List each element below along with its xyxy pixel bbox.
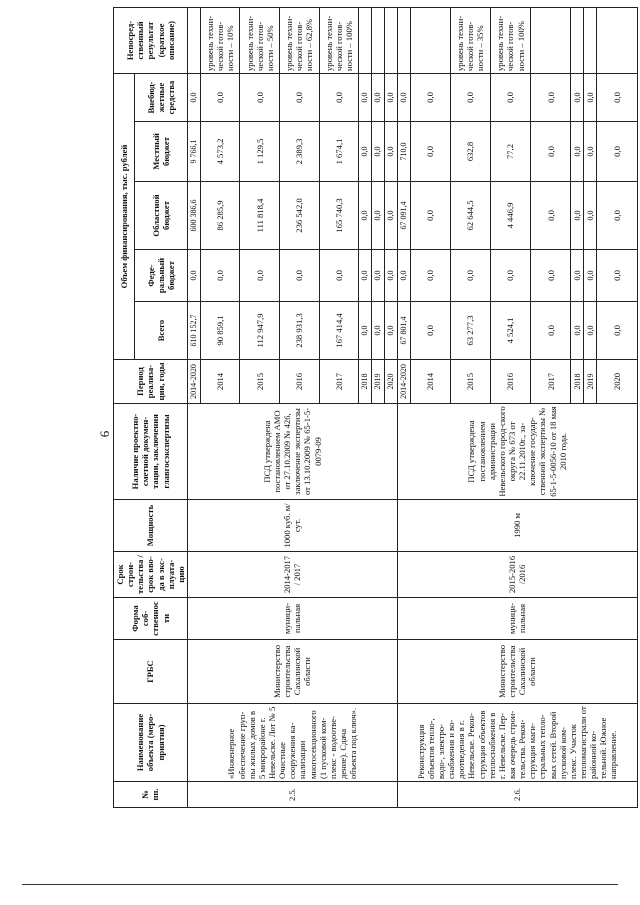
result-cell <box>384 8 397 74</box>
regional-cell: 0,0 <box>384 182 397 250</box>
federal-cell: 0,0 <box>372 250 385 302</box>
period-cell: 2016 <box>490 360 530 404</box>
total-cell: 63 277,3 <box>450 302 490 360</box>
regional-cell: 62 644,5 <box>450 182 490 250</box>
period-cell: 2017 <box>319 360 359 404</box>
result-cell <box>410 8 450 74</box>
regional-cell: 111 818,4 <box>240 182 280 250</box>
extra-cell: 0,0 <box>240 74 280 122</box>
extra-cell: 0,0 <box>584 74 597 122</box>
result-cell <box>584 8 597 74</box>
regional-cell: 0,0 <box>372 182 385 250</box>
bottom-rule <box>22 884 618 885</box>
total-cell: 238 931,3 <box>280 302 320 360</box>
period-cell: 2018 <box>571 360 584 404</box>
table-body <box>187 8 637 808</box>
local-cell: 710,0 <box>397 122 410 182</box>
extra-cell: 0,0 <box>280 74 320 122</box>
period-cell: 2014 <box>410 360 450 404</box>
regional-cell: 0,0 <box>571 182 584 250</box>
federal-cell: 0,0 <box>200 250 240 302</box>
result-cell: уровень техни-ческой готов-ности – 50% <box>240 8 280 74</box>
extra-cell: 0,0 <box>384 74 397 122</box>
header-name: Наименование объекта (меро-приятия) <box>114 704 188 782</box>
header-result: Непосред-ственный результат (краткое описание) <box>114 8 188 74</box>
local-cell: 0,0 <box>384 122 397 182</box>
extra-cell: 0,0 <box>372 74 385 122</box>
local-cell: 0,0 <box>372 122 385 182</box>
project-term: 2015-2016 /2016 <box>397 552 637 598</box>
regional-cell: 67 091,4 <box>397 182 410 250</box>
federal-cell: 0,0 <box>384 250 397 302</box>
result-cell: уровень техни-ческой готов-ности – 62,8% <box>280 8 320 74</box>
federal-cell: 0,0 <box>187 250 200 302</box>
project-ownership: муници-пальная <box>187 598 397 640</box>
local-cell: 0,0 <box>410 122 450 182</box>
total-cell: 167 414,4 <box>319 302 359 360</box>
regional-cell: 4 446,9 <box>490 182 530 250</box>
total-cell: 0,0 <box>359 302 372 360</box>
regional-cell: 236 542,0 <box>280 182 320 250</box>
total-cell: 112 947,9 <box>240 302 280 360</box>
header-extra: Внебюд-жетные средства <box>135 74 188 122</box>
total-cell: 0,0 <box>571 302 584 360</box>
total-cell: 0,0 <box>372 302 385 360</box>
period-cell: 2018 <box>359 360 372 404</box>
local-cell: 9 766,1 <box>187 122 200 182</box>
header-docs: Наличие проектно-сметной докумен-тации, заключения главгосэкспертизы <box>114 404 188 500</box>
extra-cell: 0,0 <box>187 74 200 122</box>
extra-cell: 0,0 <box>597 74 637 122</box>
rotated-table-container <box>113 15 622 808</box>
period-cell: 2014-2020 <box>187 360 200 404</box>
total-cell: 0,0 <box>597 302 637 360</box>
project-grbs: Министерство строительства Сахалинской области <box>397 640 637 704</box>
result-cell <box>359 8 372 74</box>
extra-cell: 0,0 <box>531 74 571 122</box>
federal-cell: 0,0 <box>450 250 490 302</box>
header-grbs: ГРБС <box>114 640 188 704</box>
result-cell <box>597 8 637 74</box>
federal-cell: 0,0 <box>240 250 280 302</box>
extra-cell: 0,0 <box>450 74 490 122</box>
extra-cell: 0,0 <box>200 74 240 122</box>
local-cell: 0,0 <box>359 122 372 182</box>
table-row <box>397 8 410 808</box>
total-cell: 4 524,1 <box>490 302 530 360</box>
local-cell: 1 129,5 <box>240 122 280 182</box>
project-capacity: 1000 куб. м/сут. <box>187 500 397 552</box>
header-total: Всего <box>135 302 188 360</box>
period-cell: 2019 <box>584 360 597 404</box>
header-ownership: Форма соб-ственности <box>114 598 188 640</box>
project-grbs: Министерство строительства Сахалинской области <box>187 640 397 704</box>
period-cell: 2020 <box>597 360 637 404</box>
federal-cell: 0,0 <box>410 250 450 302</box>
result-cell <box>397 8 410 74</box>
project-docs: ПСД утверждена постановлением АМО от 27.10.2009 № 426, заключение экспертизы от 13.10.2009 № 65-1-5-0079-09 <box>187 404 397 500</box>
project-num: 2.5. <box>187 782 397 808</box>
period-cell: 2015 <box>450 360 490 404</box>
regional-cell: 600 386,6 <box>187 182 200 250</box>
header-num: № пп. <box>114 782 188 808</box>
total-cell: 0,0 <box>410 302 450 360</box>
extra-cell: 0,0 <box>571 74 584 122</box>
table-row <box>187 8 200 808</box>
header-financing: Объем финансирования, тыс. рублей <box>114 74 135 360</box>
local-cell: 632,8 <box>450 122 490 182</box>
extra-cell: 0,0 <box>359 74 372 122</box>
local-cell: 4 573,2 <box>200 122 240 182</box>
header-term: Срок строи-тельства / срок вво-да в экс-плуата-цию <box>114 552 188 598</box>
period-cell: 2014-2020 <box>397 360 410 404</box>
header-period: Период реализа-ции, годы <box>114 360 188 404</box>
result-cell: уровень техни-ческой готов-ности – 10% <box>200 8 240 74</box>
project-term: 2014-2017 / 2017 <box>187 552 397 598</box>
federal-cell: 0,0 <box>319 250 359 302</box>
federal-cell: 0,0 <box>571 250 584 302</box>
header-regional: Областной бюджет <box>135 182 188 250</box>
period-cell: 2020 <box>384 360 397 404</box>
extra-cell: 0,0 <box>319 74 359 122</box>
financing-table <box>113 7 638 808</box>
project-ownership: муници-пальная <box>397 598 637 640</box>
header-row-1 <box>114 8 135 808</box>
regional-cell: 0,0 <box>410 182 450 250</box>
project-name: «Инженерное обеспечение груп-пы жилых домов в 5 микрорайоне г. Невельске. Лот № 5 Очистные сооружения ка-нализации многосекционного (1 пусковой ком-плекс - водоотве-дение). Сдача объекта под ключ». <box>187 704 397 782</box>
extra-cell: 0,0 <box>410 74 450 122</box>
period-cell: 2015 <box>240 360 280 404</box>
local-cell: 0,0 <box>597 122 637 182</box>
header-federal: Феде-ральный бюджет <box>135 250 188 302</box>
result-cell <box>187 8 200 74</box>
result-cell <box>531 8 571 74</box>
period-cell: 2017 <box>531 360 571 404</box>
period-cell: 2019 <box>372 360 385 404</box>
period-cell: 2014 <box>200 360 240 404</box>
project-name: Реконструкция объектов тепло-, водо-, электро-снабжения и во-доотведения в г. Невельске. Рекон-струкция объектов теплоснабжения в г. Невельске. Пер-вая очередь строи-тельства. Рекон-струкция маги-стральных тепло-вых сетей. Второй пусковой ком-плекс. Участок тепломагистрали от районной ко-тельной. Южное направление. <box>397 704 637 782</box>
period-cell: 2016 <box>280 360 320 404</box>
local-cell: 0,0 <box>571 122 584 182</box>
regional-cell: 0,0 <box>597 182 637 250</box>
federal-cell: 0,0 <box>359 250 372 302</box>
federal-cell: 0,0 <box>490 250 530 302</box>
total-cell: 90 859,1 <box>200 302 240 360</box>
project-num: 2.6. <box>397 782 637 808</box>
local-cell: 0,0 <box>584 122 597 182</box>
federal-cell: 0,0 <box>597 250 637 302</box>
result-cell <box>571 8 584 74</box>
federal-cell: 0,0 <box>531 250 571 302</box>
project-capacity: 1990 м <box>397 500 637 552</box>
extra-cell: 0,0 <box>490 74 530 122</box>
page-number: 6 <box>97 430 112 438</box>
total-cell: 0,0 <box>584 302 597 360</box>
federal-cell: 0,0 <box>584 250 597 302</box>
header-capacity: Мощность <box>114 500 188 552</box>
federal-cell: 0,0 <box>397 250 410 302</box>
project-docs: ПСД утверждена постановлением администрации Невельского город-ского округа № 673 от 22.11.2010г., за-ключение государ-ственной экспертизы № 65-1-5-0056-10 от 18 мая 2010 года. <box>397 404 637 500</box>
total-cell: 0,0 <box>384 302 397 360</box>
regional-cell: 165 740,3 <box>319 182 359 250</box>
local-cell: 77,2 <box>490 122 530 182</box>
regional-cell: 0,0 <box>584 182 597 250</box>
local-cell: 2 389,3 <box>280 122 320 182</box>
result-cell: уровень техни-ческой готов-ности – 35% <box>450 8 490 74</box>
extra-cell: 0,0 <box>397 74 410 122</box>
total-cell: 610 152,7 <box>187 302 200 360</box>
result-cell: уровень техни-ческой готов-ности – 100% <box>490 8 530 74</box>
result-cell: уровень техни-ческой готов-ности – 100% <box>319 8 359 74</box>
regional-cell: 0,0 <box>531 182 571 250</box>
federal-cell: 0,0 <box>280 250 320 302</box>
local-cell: 0,0 <box>531 122 571 182</box>
regional-cell: 0,0 <box>359 182 372 250</box>
total-cell: 0,0 <box>531 302 571 360</box>
result-cell <box>372 8 385 74</box>
local-cell: 1 674,1 <box>319 122 359 182</box>
total-cell: 67 801,4 <box>397 302 410 360</box>
header-local: Местный бюджет <box>135 122 188 182</box>
regional-cell: 86 285,9 <box>200 182 240 250</box>
